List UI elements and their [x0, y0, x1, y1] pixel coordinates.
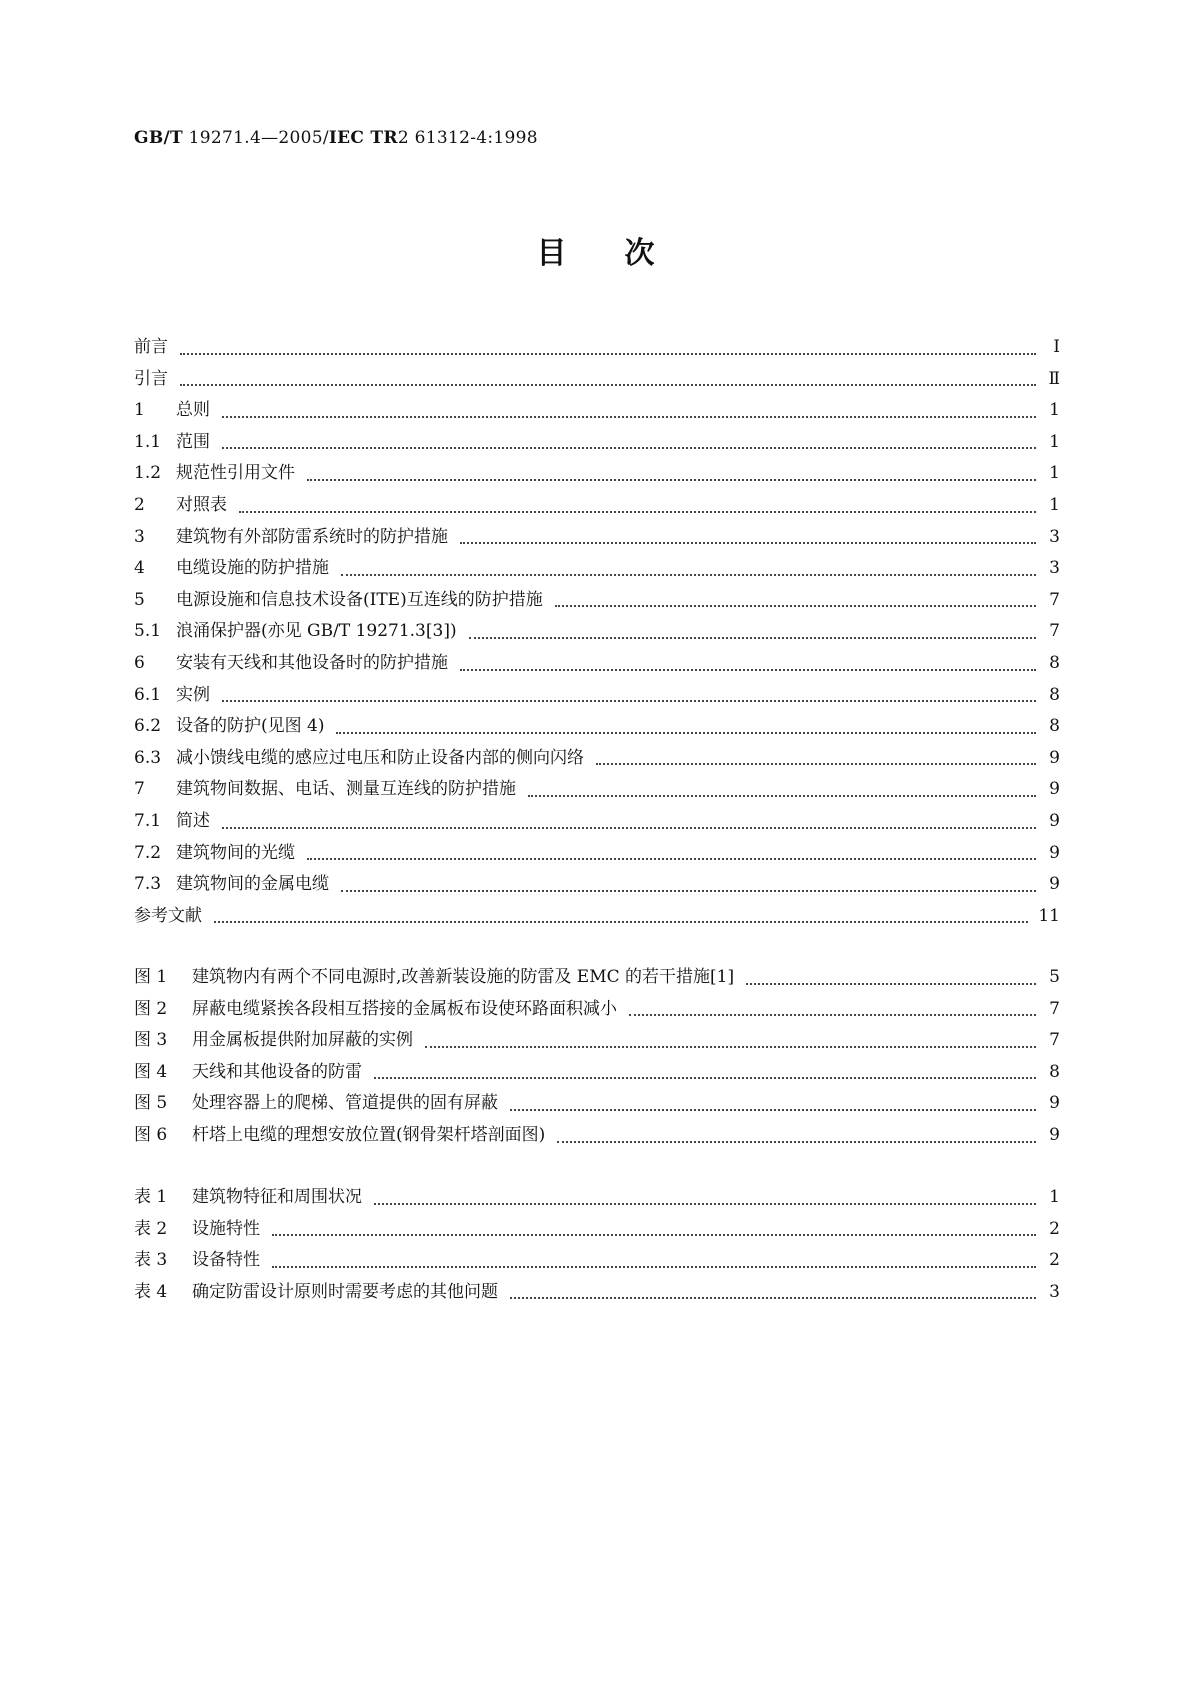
dot-leader	[510, 1297, 1036, 1299]
toc-entry-text	[134, 1088, 498, 1120]
toc-entry-section[interactable]	[134, 743, 1060, 775]
toc-entry-section[interactable]	[134, 711, 1060, 743]
toc-entry-number: 5.1	[134, 621, 162, 642]
dot-leader	[596, 763, 1036, 765]
toc-entry-title: 电缆设施的防护措施	[176, 558, 329, 579]
toc-entry-text	[134, 994, 617, 1026]
toc-entry-section[interactable]	[134, 522, 1060, 554]
dot-leader	[214, 921, 1028, 923]
toc-entry-text	[134, 1120, 545, 1152]
toc-entry-section[interactable]	[134, 427, 1060, 459]
toc-entry-text	[134, 648, 448, 680]
toc-entry-text	[134, 522, 448, 554]
toc-entry-number: 图 2	[134, 998, 168, 1019]
toc-page-number: 5	[1049, 967, 1060, 987]
toc-page-number: 8	[1049, 684, 1060, 705]
dot-leader	[222, 416, 1036, 418]
page-title: 目次	[536, 236, 713, 271]
dot-leader	[555, 605, 1036, 607]
toc-entry-text	[134, 711, 324, 743]
toc-entry-title: 建筑物间的金属电缆	[176, 874, 329, 895]
toc-entry-text	[134, 743, 584, 775]
toc-entry-number: 7.1	[134, 810, 162, 831]
toc-page-number: 9	[1049, 747, 1060, 768]
toc-entry-text	[134, 869, 329, 901]
toc-entry-title: 建筑物特征和周围状况	[192, 1187, 362, 1207]
dot-leader	[374, 1203, 1036, 1205]
toc-page-number: 8	[1049, 652, 1060, 673]
iec-code: IEC TR	[328, 128, 398, 148]
dot-leader	[469, 637, 1036, 639]
dot-leader	[341, 890, 1036, 892]
toc-page-number: 9	[1049, 1124, 1060, 1145]
toc-entry-table[interactable]	[134, 1277, 1060, 1309]
dot-leader	[336, 732, 1036, 734]
dot-leader	[528, 795, 1036, 797]
toc-page-number: 1	[1049, 400, 1060, 421]
toc-page-number: 1	[1049, 494, 1060, 515]
toc-entry-text	[134, 774, 516, 806]
toc-entry-title: 建筑物内有两个不同电源时,改善新装设施的防雷及 EMC 的若干措施[1]	[192, 967, 735, 987]
toc-entry-text	[134, 962, 734, 994]
toc-entry-title: 减小馈线电缆的感应过电压和防止设备内部的侧向闪络	[176, 747, 584, 768]
toc-page-number: Ⅰ	[1053, 337, 1060, 357]
toc-entry-title: 设施特性	[192, 1218, 260, 1239]
toc-entry-title: 简述	[176, 810, 210, 831]
toc-entry-figure[interactable]	[134, 1025, 1060, 1057]
toc-entry-title: 范围	[176, 431, 210, 452]
toc-entry-title: 对照表	[176, 494, 227, 515]
toc-entry-text	[134, 427, 210, 459]
toc-entry-section[interactable]	[134, 553, 1060, 585]
toc-entry-number: 表 2	[134, 1218, 168, 1239]
toc-entry-number: 图 5	[134, 1093, 168, 1114]
dot-leader	[239, 511, 1036, 513]
toc-entry-number: 图 6	[134, 1124, 168, 1145]
toc-entry-text	[134, 364, 168, 396]
toc-entry-section[interactable]	[134, 458, 1060, 490]
toc-entry-number: 4	[134, 558, 145, 579]
toc-page-number: 8	[1049, 1061, 1060, 1082]
dot-leader	[557, 1141, 1036, 1143]
dot-leader	[180, 384, 1036, 386]
dot-leader	[180, 353, 1036, 355]
toc-entry-section[interactable]	[134, 332, 1060, 364]
toc-entry-text	[134, 806, 210, 838]
toc-page-number: Ⅱ	[1048, 368, 1060, 389]
toc-entry-section[interactable]	[134, 838, 1060, 870]
toc-entry-number: 7.3	[134, 874, 162, 895]
toc-entry-number: 6.1	[134, 684, 162, 705]
toc-entry-number: 图 3	[134, 1030, 168, 1051]
dot-leader	[460, 542, 1036, 544]
toc-entry-section[interactable]	[134, 395, 1060, 427]
toc-entry-figure[interactable]	[134, 994, 1060, 1026]
toc-entry-title: 参考文献	[134, 905, 202, 926]
toc-entry-text	[134, 838, 295, 870]
toc-page-number: 9	[1049, 1093, 1060, 1114]
toc-figures-list	[134, 962, 1060, 1152]
toc-page-number: 2	[1049, 1250, 1060, 1271]
toc-entry-number: 表 3	[134, 1250, 168, 1271]
toc-entry-number: 1.2	[134, 463, 162, 484]
toc-page-number: 7	[1049, 998, 1060, 1019]
toc-entry-title: 用金属板提供附加屏蔽的实例	[192, 1030, 413, 1051]
toc-tables-list	[134, 1182, 1060, 1308]
toc-entry-text	[134, 1245, 260, 1277]
toc-entry-title: 总则	[176, 400, 210, 421]
toc-entry-number: 6.2	[134, 716, 162, 737]
dot-leader	[341, 574, 1036, 576]
toc-entry-section[interactable]	[134, 648, 1060, 680]
toc-page-number: 3	[1049, 526, 1060, 547]
toc-page-number: 9	[1049, 810, 1060, 831]
toc-entry-table[interactable]	[134, 1214, 1060, 1246]
toc-page-number: 3	[1049, 558, 1060, 579]
toc-page-number: 9	[1049, 779, 1060, 800]
toc-entry-section[interactable]	[134, 774, 1060, 806]
toc-entry-title: 引言	[134, 368, 168, 389]
toc-entry-number: 表 1	[134, 1187, 168, 1207]
toc-entry-section[interactable]	[134, 901, 1060, 933]
toc-entry-title: 实例	[176, 684, 210, 705]
toc-page-number: 8	[1049, 716, 1060, 737]
toc-entry-text	[134, 458, 295, 490]
toc-page-number: 9	[1049, 874, 1060, 895]
dot-leader	[222, 447, 1036, 449]
toc-page-number: 1	[1049, 1187, 1060, 1207]
toc-entry-number: 图 1	[134, 967, 168, 987]
standard-code: GB/T	[134, 128, 183, 148]
dot-leader	[307, 858, 1036, 860]
toc-entry-text	[134, 1182, 362, 1214]
toc-entry-title: 天线和其他设备的防雷	[192, 1061, 362, 1082]
toc-entry-title: 杆塔上电缆的理想安放位置(钢骨架杆塔剖面图)	[192, 1124, 546, 1145]
toc-entry-title: 处理容器上的爬梯、管道提供的固有屏蔽	[192, 1093, 498, 1114]
toc-entry-title: 建筑物有外部防雷系统时的防护措施	[176, 526, 448, 547]
toc-entry-title: 规范性引用文件	[176, 463, 295, 484]
toc-page-number: 7	[1049, 621, 1060, 642]
toc-page-number: 2	[1049, 1218, 1060, 1239]
toc-entry-text	[134, 553, 329, 585]
toc-entry-section[interactable]	[134, 364, 1060, 396]
toc-entry-title: 屏蔽电缆紧挨各段相互搭接的金属板布设使环路面积减小	[192, 998, 617, 1019]
document-header	[134, 128, 538, 148]
toc-entry-number: 图 4	[134, 1061, 168, 1082]
toc-entry-title: 电源设施和信息技术设备(ITE)互连线的防护措施	[176, 589, 543, 610]
toc-entry-text	[134, 616, 457, 648]
dot-leader	[510, 1109, 1036, 1111]
toc-page-number: 1	[1049, 431, 1060, 452]
toc-entry-text	[134, 490, 227, 522]
dot-leader	[374, 1077, 1036, 1079]
toc-entry-title: 建筑物间的光缆	[176, 842, 295, 863]
toc-entry-section[interactable]	[134, 585, 1060, 617]
toc-entry-figure[interactable]	[134, 1057, 1060, 1089]
toc-entry-number: 表 4	[134, 1281, 168, 1302]
toc-entry-number: 2	[134, 494, 145, 515]
iec-number: 2 61312-4:1998	[397, 128, 538, 148]
toc-entry-number: 5	[134, 589, 145, 610]
toc-entry-text	[134, 332, 168, 364]
toc-entry-title: 浪涌保护器(亦见 GB/T 19271.3[3])	[176, 621, 457, 642]
toc-page-number: 9	[1049, 842, 1060, 863]
toc-page-number: 7	[1049, 1030, 1060, 1051]
toc-entry-section[interactable]	[134, 490, 1060, 522]
toc-entry-text	[134, 395, 210, 427]
toc-entry-number: 7	[134, 779, 145, 800]
toc-page-number: 3	[1049, 1281, 1060, 1302]
toc-entry-text	[134, 1214, 260, 1246]
toc-entry-section[interactable]	[134, 869, 1060, 901]
toc-entry-figure[interactable]	[134, 962, 1060, 994]
toc-entry-title: 设备特性	[192, 1250, 260, 1271]
toc-entry-text	[134, 585, 543, 617]
dot-leader	[746, 983, 1036, 985]
toc-entry-section[interactable]	[134, 680, 1060, 712]
dot-leader	[272, 1266, 1036, 1268]
toc-entry-section[interactable]	[134, 616, 1060, 648]
toc-entry-title: 安装有天线和其他设备时的防护措施	[176, 652, 448, 673]
toc-entry-number: 6	[134, 652, 145, 673]
toc-entry-number: 1	[134, 400, 145, 421]
toc-entry-figure[interactable]	[134, 1088, 1060, 1120]
toc-entry-text	[134, 901, 202, 933]
toc-entry-section[interactable]	[134, 806, 1060, 838]
toc-entry-text	[134, 1057, 362, 1089]
dot-leader	[425, 1046, 1036, 1048]
toc-entry-number: 1.1	[134, 431, 162, 452]
toc-entry-title: 设备的防护(见图 4)	[176, 716, 325, 737]
toc-entry-figure[interactable]	[134, 1120, 1060, 1152]
toc-entry-number: 7.2	[134, 842, 162, 863]
toc-entry-number: 6.3	[134, 747, 162, 768]
toc-entry-text	[134, 1025, 413, 1057]
toc-entry-text	[134, 1277, 498, 1309]
dot-leader	[629, 1014, 1036, 1016]
toc-entry-text	[134, 680, 210, 712]
toc-entry-table[interactable]	[134, 1245, 1060, 1277]
toc-entry-title: 确定防雷设计原则时需要考虑的其他问题	[192, 1281, 498, 1302]
toc-page-number: 1	[1049, 463, 1060, 484]
dot-leader	[460, 669, 1036, 671]
standard-number: 19271.4—2005/	[188, 128, 329, 148]
dot-leader	[307, 479, 1036, 481]
toc-entry-title: 前言	[134, 337, 168, 357]
toc-entry-number: 3	[134, 526, 145, 547]
dot-leader	[222, 700, 1036, 702]
toc-page-number: 11	[1038, 905, 1060, 926]
toc-entry-title: 建筑物间数据、电话、测量互连线的防护措施	[176, 779, 516, 800]
toc-entry-table[interactable]	[134, 1182, 1060, 1214]
toc-page-number: 7	[1049, 589, 1060, 610]
dot-leader	[222, 827, 1036, 829]
dot-leader	[272, 1234, 1036, 1236]
toc-sections-list	[134, 332, 1060, 932]
